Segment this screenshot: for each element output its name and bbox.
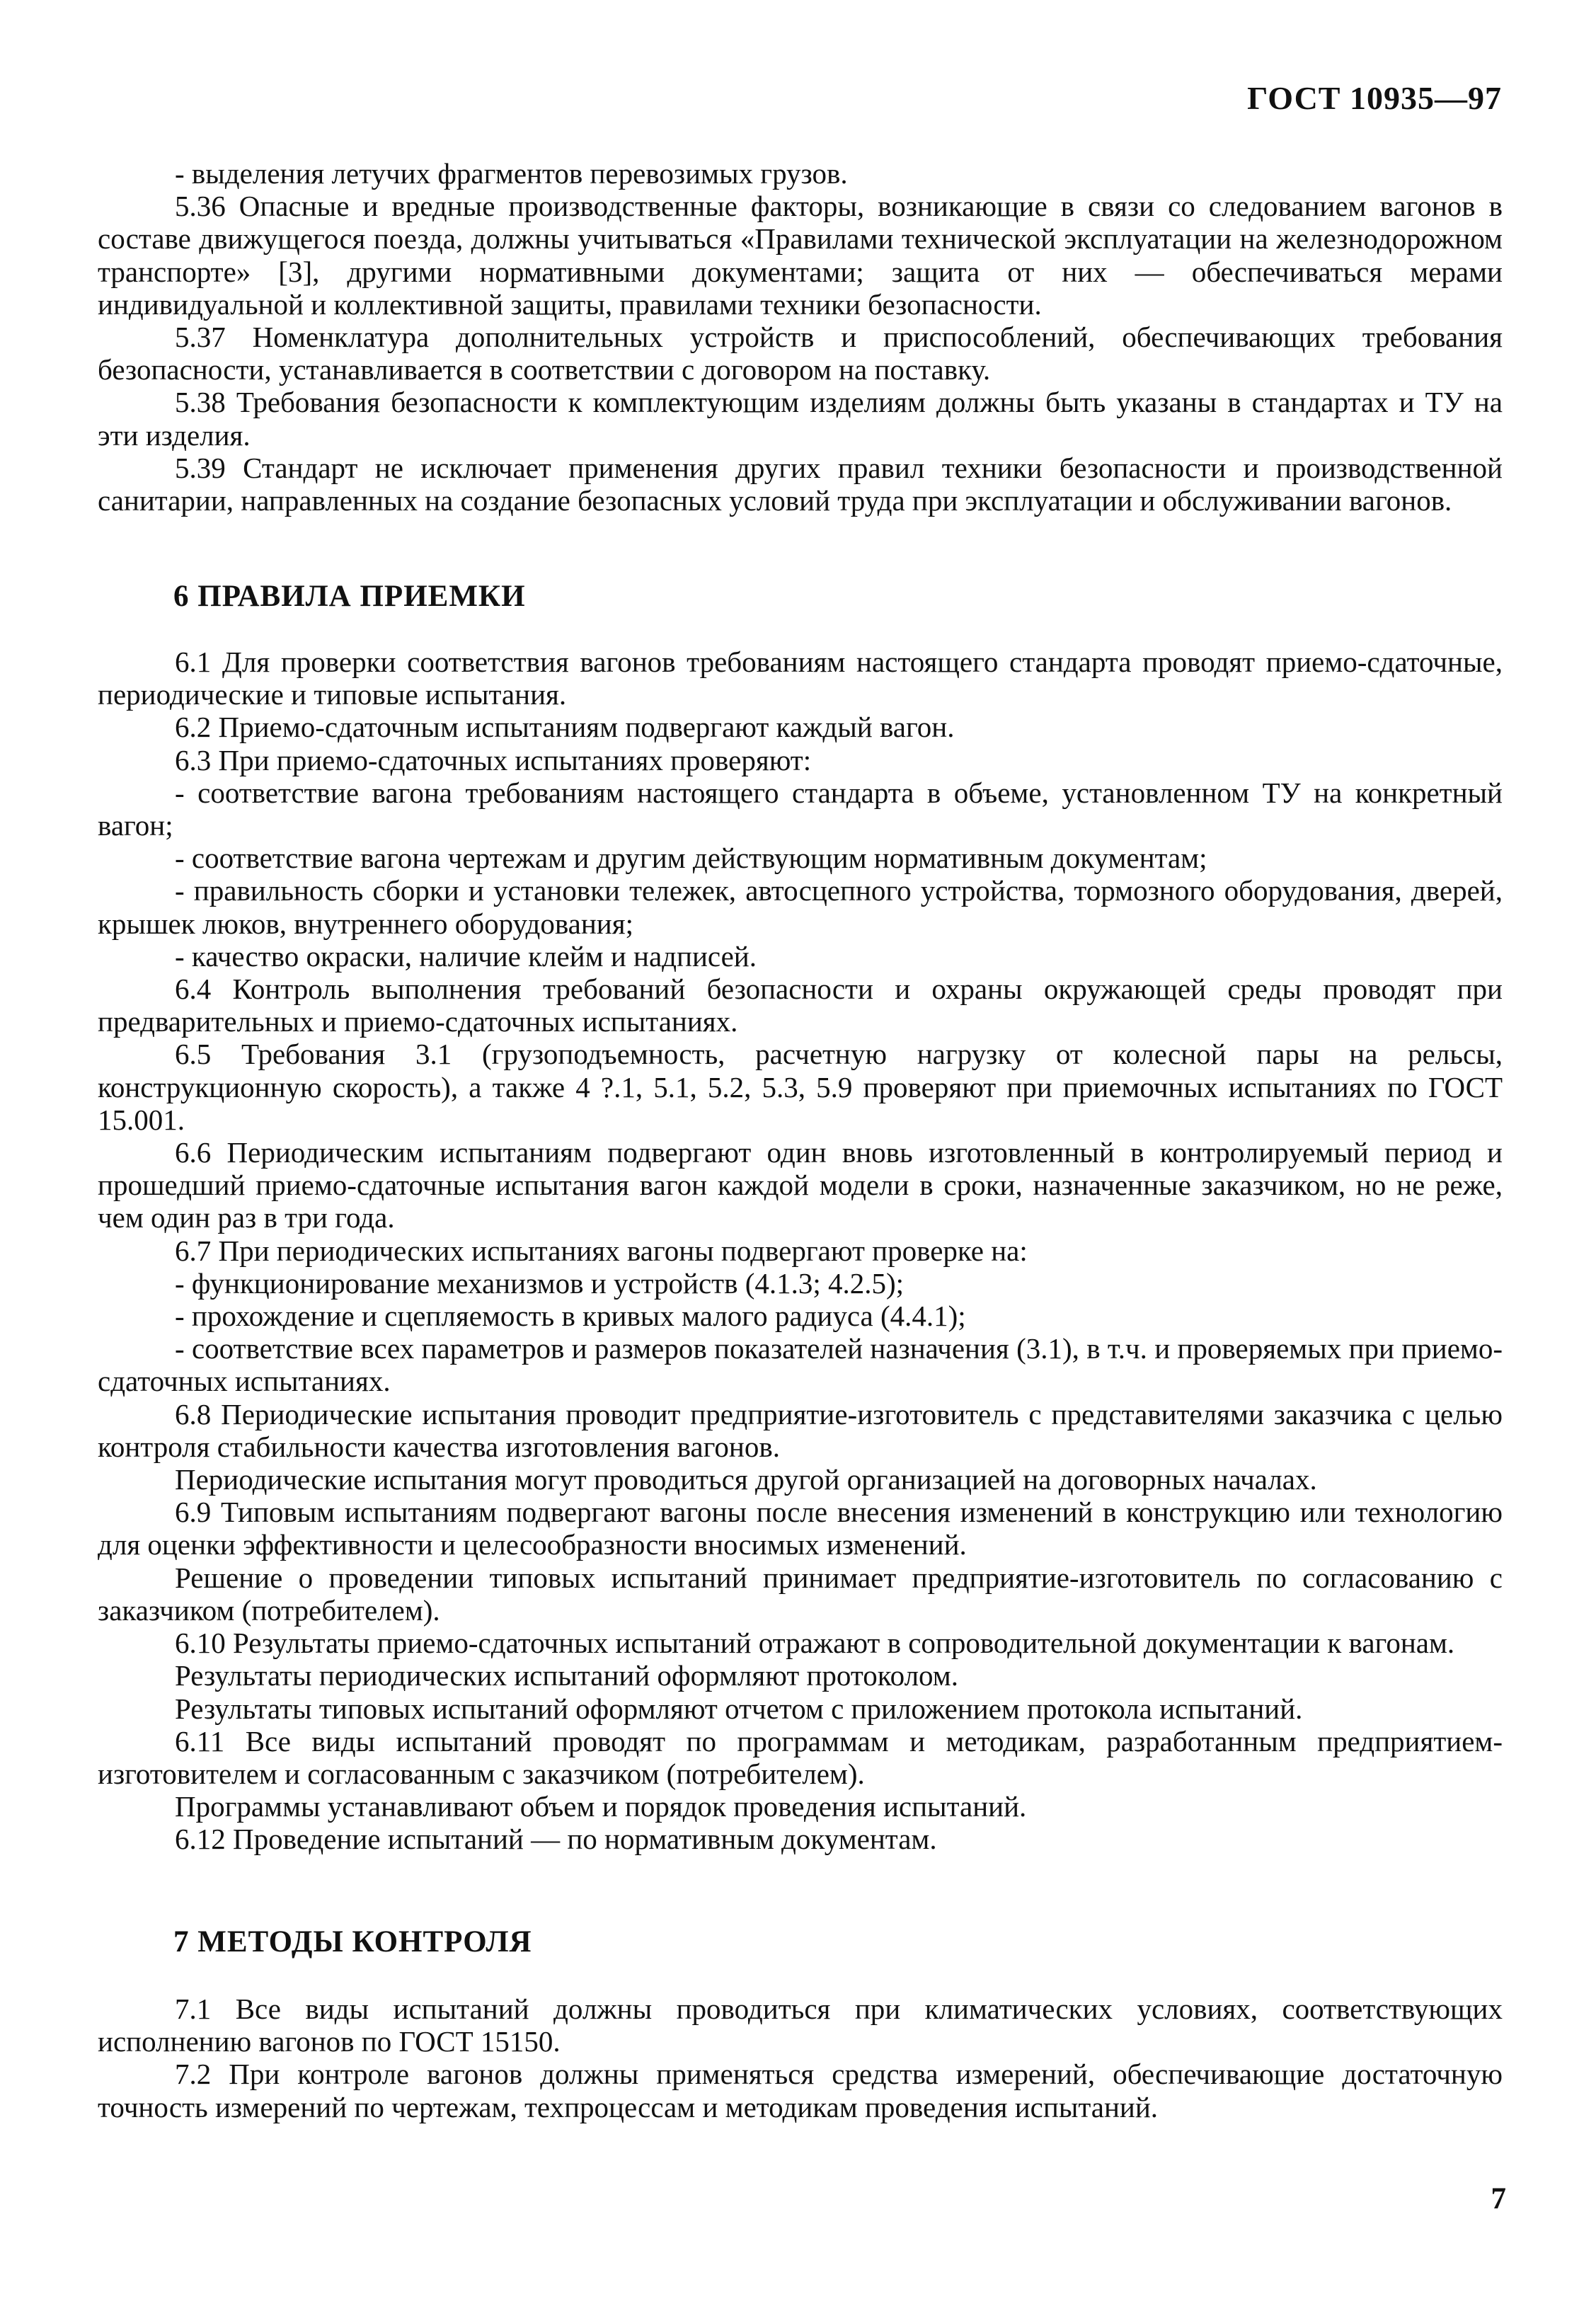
section-6-text <box>98 646 1503 1856</box>
section-5-text <box>98 157 1503 517</box>
list-item: - соответствие вагона требованиям настоящего стандарта в объеме, установленном ТУ на конкретный вагон; <box>98 776 1503 842</box>
paragraph-6-1: 6.1 Для проверки соответствия вагонов требованиям настоящего стандарта проводят приемо-сдаточные, периодические и типовые испытания. <box>98 646 1503 711</box>
paragraph-6-7: 6.7 При периодических испытаниях вагоны подвергают проверке на: <box>175 1234 1028 1267</box>
paragraph-7-2: 7.2 При контроле вагонов должны применяться средства измерений, обеспечивающие достаточную точность измерений по чертежам, техпроцессам и методикам проведения испытаний. <box>98 2058 1503 2123</box>
paragraph-6-11: 6.11 Все виды испытаний проводят по программам и методикам, разработанным предприятием-изготовителем и согласованным с заказчиком (потребителем). <box>98 1724 1503 1790</box>
paragraph-6-10: 6.10 Результаты приемо-сдаточных испытаний отражают в сопроводительной документации к вагонам. <box>175 1627 1455 1660</box>
document-header: ГОСТ 10935—97 <box>1247 80 1502 116</box>
list-item: - функционирование механизмов и устройств (4.1.3; 4.2.5); <box>175 1266 905 1300</box>
paragraph-5-37: 5.37 Номенклатура дополнительных устройств и приспособлений, обеспечивающих требования безопасности, устанавливается в соответствии с договором на поставку. <box>98 321 1503 386</box>
paragraph: - выделения летучих фрагментов перевозимых грузов. <box>175 157 848 190</box>
paragraph-6-2: 6.2 Приемо-сдаточным испытаниям подвергают каждый вагон. <box>175 711 955 744</box>
list-item: - соответствие вагона чертежам и другим действующим нормативным документам; <box>175 842 1207 875</box>
paragraph-6-8: 6.8 Периодические испытания проводит предприятие-изготовитель с представителями заказчика с целью контроля стабильности качества изготовления вагонов. <box>98 1397 1503 1463</box>
paragraph: Периодические испытания могут проводиться другой организацией на договорных началах. <box>175 1463 1317 1496</box>
paragraph-6-3: 6.3 При приемо-сдаточных испытаниях проверяют: <box>175 743 812 776</box>
paragraph: Результаты типовых испытаний оформляют отчетом с приложением протокола испытаний. <box>175 1692 1303 1725</box>
section-7-text <box>98 1993 1503 2123</box>
paragraph-6-12: 6.12 Проведение испытаний — по нормативным документам. <box>175 1823 937 1856</box>
list-item: - качество окраски, наличие клейм и надписей. <box>175 939 757 973</box>
list-item: - прохождение и сцепляемость в кривых малого радиуса (4.4.1); <box>175 1300 966 1333</box>
paragraph-6-5: 6.5 Требования 3.1 (грузоподъемность, расчетную нагрузку от колесной пары на рельсы, конструкционную скорость), а также 4 ?.1, 5.1, 5.2, 5.3, 5.9 проверяют при приемочных испытаниях по ГОСТ 15.001. <box>98 1038 1503 1136</box>
paragraph: Программы устанавливают объем и порядок проведения испытаний. <box>175 1790 1027 1823</box>
paragraph: Решение о проведении типовых испытаний принимает предприятие-изготовитель по согласованию с заказчиком (потребителем). <box>98 1561 1503 1627</box>
paragraph-5-38: 5.38 Требования безопасности к комплектующим изделиям должны быть указаны в стандартах и ТУ на эти изделия. <box>98 386 1503 452</box>
paragraph: Результаты периодических испытаний оформляют протоколом. <box>175 1659 958 1692</box>
paragraph-6-4: 6.4 Контроль выполнения требований безопасности и охраны окружающей среды проводят при предварительных и приемо-сдаточных испытаниях. <box>98 973 1503 1038</box>
list-item: - правильность сборки и установки тележек, автосцепного устройства, тормозного оборудования, дверей, крышек люков, внутреннего оборудования; <box>98 874 1503 940</box>
paragraph-7-1: 7.1 Все виды испытаний должны проводиться при климатических условиях, соответствующих исполнению вагонов по ГОСТ 15150. <box>98 1993 1503 2058</box>
paragraph-5-39: 5.39 Стандарт не исключает применения других правил техники безопасности и производственной санитарии, направленных на создание безопасных условий труда при эксплуатации и обслуживании вагонов. <box>98 451 1503 517</box>
list-item: - соответствие всех параметров и размеров показателей назначения (3.1), в т.ч. и проверяемых при приемо-сдаточных испытаниях. <box>98 1332 1503 1398</box>
page-number: 7 <box>1491 2182 1506 2215</box>
section-7-title: 7 МЕТОДЫ КОНТРОЛЯ <box>173 1925 532 1959</box>
paragraph-6-6: 6.6 Периодическим испытаниям подвергают один вновь изготовленный в контролируемый период и прошедший приемо-сдаточные испытания вагон каждой модели в сроки, назначенные заказчиком, но не реже, чем один раз в три года. <box>98 1136 1503 1234</box>
paragraph-6-9: 6.9 Типовым испытаниям подвергают вагоны после внесения изменений в конструкцию или технологию для оценки эффективности и целесообразности вносимых изменений. <box>98 1496 1503 1561</box>
section-6-title: 6 ПРАВИЛА ПРИЕМКИ <box>173 580 526 613</box>
paragraph-5-36: 5.36 Опасные и вредные производственные факторы, возникающие в связи со следованием вагонов в составе движущегося поезда, должны учитываться «Правилами технической эксплуатации на железнодорожном транспорте» [3], другими нормативными документами; защита от них — обеспечиваться мерами индивидуальной и коллективной защиты, правилами техники безопасности. <box>98 190 1503 321</box>
